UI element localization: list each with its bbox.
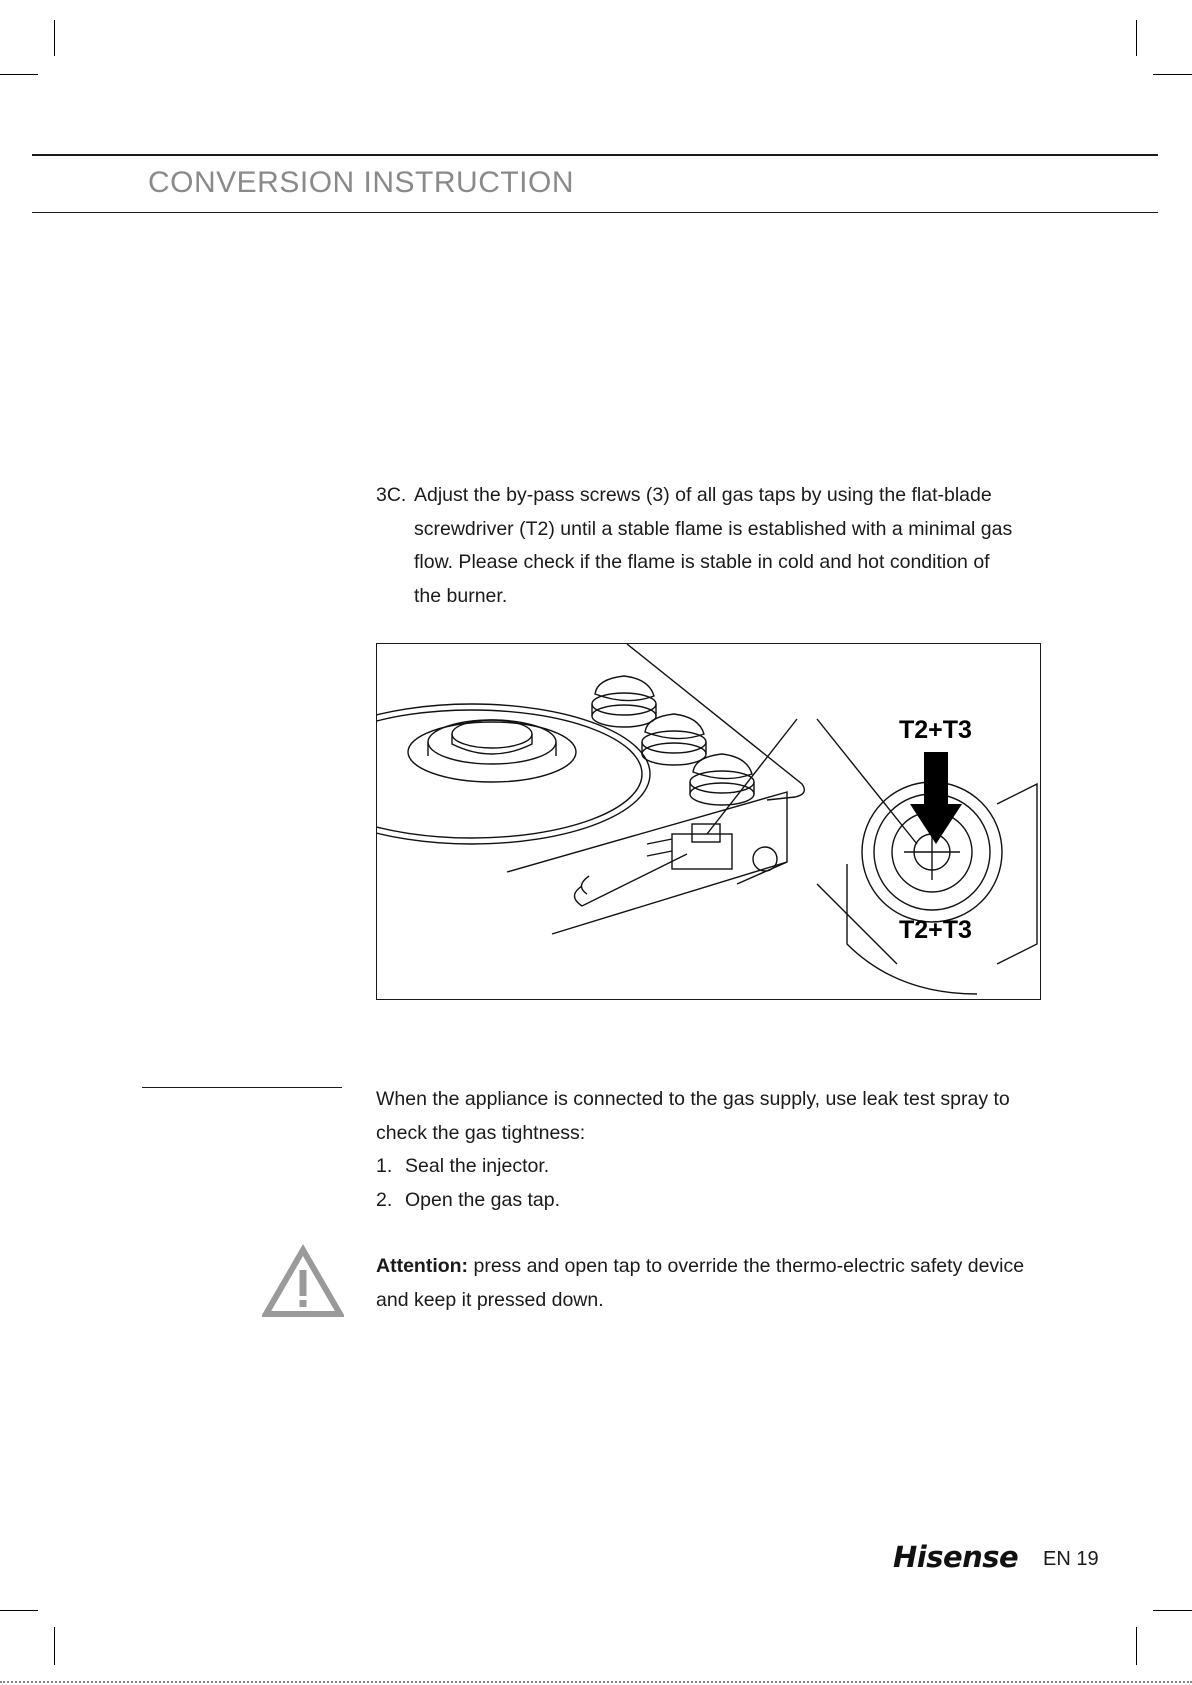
step-text: Adjust the by-pass screws (3) of all gas taps by using the flat-blade screwdriver (T2) until a stable flame is established with a minimal gas flow. Please check if the flame is stable in cold and hot condition of the burner. xyxy=(414,484,1013,607)
leak-test-section xyxy=(376,1083,1056,1217)
brand-logo: Hisense xyxy=(893,1540,1019,1574)
page-edge xyxy=(0,1681,1192,1683)
crop-mark xyxy=(54,20,55,56)
crop-mark xyxy=(1136,20,1137,56)
crop-mark xyxy=(1136,1627,1137,1665)
hob-illustration xyxy=(377,644,1041,1000)
header-rule-bottom xyxy=(32,212,1158,213)
list-item: 1. Seal the injector. xyxy=(376,1155,550,1177)
crop-mark xyxy=(0,1610,38,1611)
callout-t2-t3-tap: T2+T3 xyxy=(899,716,972,744)
leak-test-intro: When the appliance is connected to the gas supply, use leak test spray to check the gas tightness: xyxy=(376,1088,1010,1144)
header-rule-top xyxy=(32,154,1158,156)
attention-text: press and open tap to override the thermo-electric safety device and keep it pressed down. xyxy=(376,1255,1025,1311)
attention-note xyxy=(376,1250,1056,1317)
crop-mark xyxy=(1153,1610,1192,1611)
callout-t2-t3-hob: T2+T3 xyxy=(899,916,972,944)
section-divider xyxy=(142,1087,342,1088)
step-3c xyxy=(376,479,1016,613)
step-label: 3C. xyxy=(376,484,407,506)
section-title: CONVERSION INSTRUCTION xyxy=(148,166,575,199)
crop-mark xyxy=(0,74,38,75)
figure-bypass-adjustment xyxy=(376,643,1041,1000)
warning-triangle-icon xyxy=(262,1244,344,1323)
leak-test-steps xyxy=(376,1150,1056,1217)
crop-mark xyxy=(54,1627,55,1665)
page-number: EN 19 xyxy=(1043,1548,1099,1570)
attention-label: Attention: xyxy=(376,1255,469,1277)
crop-mark xyxy=(1153,74,1192,75)
list-item: 2. Open the gas tap. xyxy=(376,1188,561,1211)
